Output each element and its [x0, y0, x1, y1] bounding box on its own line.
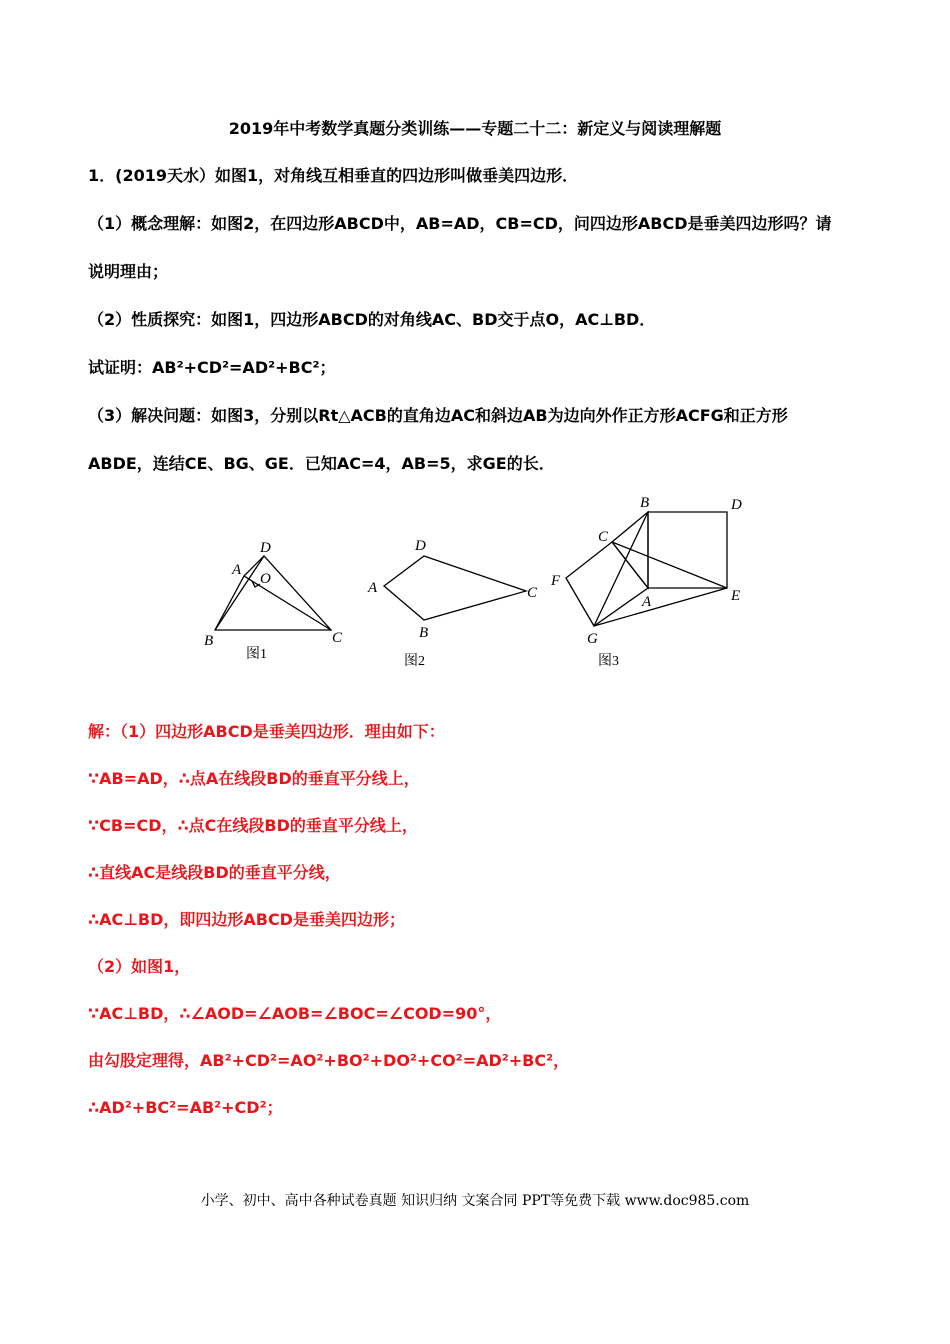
fig3-label-e: E [731, 588, 741, 604]
question-part2: （2）性质探究：如图1，四边形ABCD的对角线AC、BD交于点O，AC⊥BD． [88, 310, 656, 329]
solution-line-3: ∵CB=CD，∴点C在线段BD的垂直平分线上， [88, 816, 418, 835]
solution-line-8: 由勾股定理得，AB²+CD²=AO²+BO²+DO²+CO²=AD²+BC²， [88, 1051, 570, 1070]
page-footer: 小学、初中、高中各种试卷真题 知识归纳 文案合同 PPT等免费下载 www.doc985.com [200, 1193, 750, 1209]
solution-line-9: ∴AD²+BC²=AB²+CD²； [88, 1098, 283, 1117]
fig3-label-d: D [731, 497, 742, 513]
question-stem: 1．(2019天水）如图1，对角线互相垂直的四边形叫做垂美四边形． [88, 166, 579, 185]
fig2-label-c: C [527, 585, 538, 601]
figures-area [190, 488, 760, 678]
fig3-label-f: F [551, 573, 561, 589]
fig3-label-a: A [642, 594, 652, 610]
fig2-label-b: B [419, 625, 429, 641]
solution-line-2: ∵AB=AD，∴点A在线段BD的垂直平分线上， [88, 769, 420, 788]
figure-2 [384, 556, 526, 620]
fig1-caption: 图1 [246, 647, 267, 662]
page-title: 2019年中考数学真题分类训练——专题二十二：新定义与阅读理解题 [228, 119, 722, 138]
fig2-label-a: A [368, 580, 378, 596]
fig1-label-c: C [332, 630, 343, 646]
fig3-caption: 图3 [598, 654, 619, 669]
fig3-label-b: B [640, 495, 650, 511]
fig3-label-g: G [587, 631, 598, 647]
fig1-label-d: D [260, 540, 271, 556]
fig1-label-a: A [232, 562, 242, 578]
solution-line-7: ∵AC⊥BD，∴∠AOD=∠AOB=∠BOC=∠COD=90°， [88, 1004, 502, 1023]
fig2-label-d: D [415, 538, 426, 554]
question-part2-proof: 试证明：AB²+CD²=AD²+BC²； [88, 358, 336, 377]
solution-line-4: ∴直线AC是线段BD的垂直平分线， [88, 863, 341, 882]
question-part1-line2: 说明理由； [88, 262, 169, 281]
question-part3-line2: ABDE，连结CE、BG、GE．已知AC=4，AB=5，求GE的长． [88, 454, 555, 473]
solution-line-5: ∴AC⊥BD，即四边形ABCD是垂美四边形； [88, 910, 405, 929]
fig3-label-c: C [598, 529, 609, 545]
solution-line-6: （2）如图1， [88, 957, 191, 976]
fig1-label-o: O [260, 571, 271, 587]
question-part3-line1: （3）解决问题：如图3，分别以Rt△ACB的直角边AC和斜边AB为边向外作正方形ACFG和正方形 [88, 406, 788, 425]
solution-line-1: 解：（1）四边形ABCD是垂美四边形．理由如下： [88, 722, 445, 741]
fig1-label-b: B [204, 633, 214, 649]
question-part1-line1: （1）概念理解：如图2，在四边形ABCD中，AB=AD，CB=CD，问四边形ABCD是垂美四边形吗？请 [88, 214, 832, 233]
fig2-caption: 图2 [404, 654, 425, 669]
